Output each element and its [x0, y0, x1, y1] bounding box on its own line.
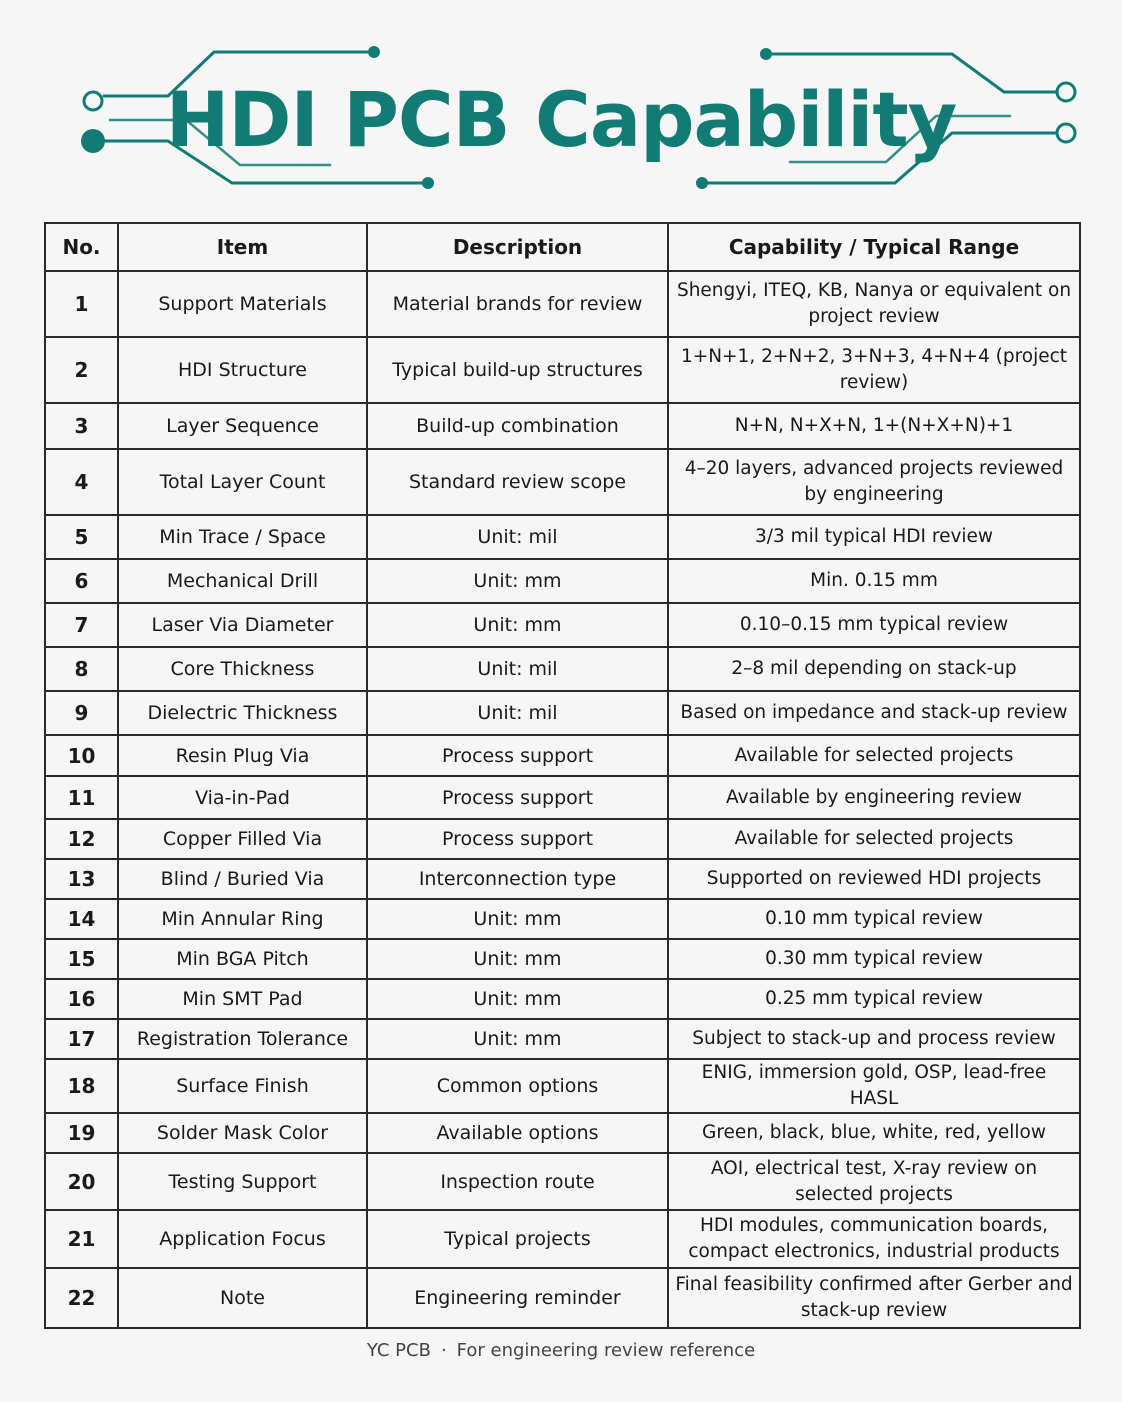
cell-capability: 2–8 mil depending on stack-up: [668, 647, 1080, 691]
table-row: [45, 691, 1080, 735]
cell-no: 14: [45, 899, 118, 939]
cell-no: 8: [45, 647, 118, 691]
cell-item: Dielectric Thickness: [118, 691, 367, 735]
cell-capability: Based on impedance and stack-up review: [668, 691, 1080, 735]
cell-no: 7: [45, 603, 118, 647]
cell-no: 13: [45, 859, 118, 899]
table-row: [45, 559, 1080, 603]
cell-capability: 4–20 layers, advanced projects reviewed by engineering: [668, 449, 1080, 515]
table-header-row: [45, 223, 1080, 271]
cell-capability: Final feasibility confirmed after Gerber and stack-up review: [668, 1268, 1080, 1328]
cell-description: Interconnection type: [367, 859, 668, 899]
cell-item: Support Materials: [118, 271, 367, 337]
cell-description: Unit: mm: [367, 1019, 668, 1059]
cell-item: Blind / Buried Via: [118, 859, 367, 899]
table-row: [45, 776, 1080, 819]
cell-capability: ENIG, immersion gold, OSP, lead-free HASL: [668, 1059, 1080, 1113]
table-row: [45, 899, 1080, 939]
cell-capability: 1+N+1, 2+N+2, 3+N+3, 4+N+4 (project review): [668, 337, 1080, 403]
cell-no: 9: [45, 691, 118, 735]
cell-item: Application Focus: [118, 1210, 367, 1268]
table-row: [45, 979, 1080, 1019]
cell-description: Available options: [367, 1113, 668, 1153]
cell-no: 16: [45, 979, 118, 1019]
cell-capability: Shengyi, ITEQ, KB, Nanya or equivalent on project review: [668, 271, 1080, 337]
cell-no: 18: [45, 1059, 118, 1113]
cell-capability: 3/3 mil typical HDI review: [668, 515, 1080, 559]
cell-capability: 0.10 mm typical review: [668, 899, 1080, 939]
table-row: [45, 859, 1080, 899]
cell-description: Unit: mil: [367, 647, 668, 691]
footer-brand: YC PCB: [366, 1340, 431, 1361]
cell-item: Note: [118, 1268, 367, 1328]
cell-description: Unit: mil: [367, 515, 668, 559]
cell-capability: N+N, N+X+N, 1+(N+X+N)+1: [668, 403, 1080, 449]
cell-description: Unit: mm: [367, 603, 668, 647]
cell-capability: Green, black, blue, white, red, yellow: [668, 1113, 1080, 1153]
cell-no: 15: [45, 939, 118, 979]
cell-description: Engineering reminder: [367, 1268, 668, 1328]
cell-item: Min BGA Pitch: [118, 939, 367, 979]
table-row: [45, 1059, 1080, 1113]
page-title: HDI PCB Capability: [165, 75, 957, 164]
cell-item: Total Layer Count: [118, 449, 367, 515]
cell-capability: AOI, electrical test, X-ray review on selected projects: [668, 1153, 1080, 1210]
table-row: [45, 403, 1080, 449]
column-header-capability: Capability / Typical Range: [668, 223, 1080, 271]
cell-no: 17: [45, 1019, 118, 1059]
cell-no: 12: [45, 819, 118, 859]
cell-description: Standard review scope: [367, 449, 668, 515]
cell-description: Process support: [367, 819, 668, 859]
cell-no: 22: [45, 1268, 118, 1328]
cell-description: Process support: [367, 776, 668, 819]
cell-capability: 0.25 mm typical review: [668, 979, 1080, 1019]
cell-description: Build-up combination: [367, 403, 668, 449]
cell-description: Unit: mm: [367, 559, 668, 603]
cell-item: Registration Tolerance: [118, 1019, 367, 1059]
cell-item: Mechanical Drill: [118, 559, 367, 603]
cell-description: Unit: mil: [367, 691, 668, 735]
table-row: [45, 271, 1080, 337]
cell-description: Unit: mm: [367, 979, 668, 1019]
table-row: [45, 819, 1080, 859]
cell-item: HDI Structure: [118, 337, 367, 403]
cell-description: Material brands for review: [367, 271, 668, 337]
cell-no: 5: [45, 515, 118, 559]
cell-item: Via-in-Pad: [118, 776, 367, 819]
cell-capability: HDI modules, communication boards, compact electronics, industrial products: [668, 1210, 1080, 1268]
cell-description: Typical projects: [367, 1210, 668, 1268]
table-row: [45, 1113, 1080, 1153]
cell-no: 10: [45, 735, 118, 776]
cell-description: Unit: mm: [367, 899, 668, 939]
cell-capability: Available for selected projects: [668, 819, 1080, 859]
table-body: [45, 271, 1080, 1328]
cell-capability: 0.30 mm typical review: [668, 939, 1080, 979]
cell-item: Solder Mask Color: [118, 1113, 367, 1153]
cell-item: Laser Via Diameter: [118, 603, 367, 647]
cell-capability: 0.10–0.15 mm typical review: [668, 603, 1080, 647]
cell-capability: Available by engineering review: [668, 776, 1080, 819]
cell-no: 2: [45, 337, 118, 403]
table-row: [45, 735, 1080, 776]
cell-capability: Available for selected projects: [668, 735, 1080, 776]
cell-capability: Min. 0.15 mm: [668, 559, 1080, 603]
header: [0, 0, 1122, 215]
cell-item: Min Annular Ring: [118, 899, 367, 939]
table-row: [45, 1268, 1080, 1328]
cell-item: Resin Plug Via: [118, 735, 367, 776]
table-row: [45, 449, 1080, 515]
cell-description: Common options: [367, 1059, 668, 1113]
cell-no: 3: [45, 403, 118, 449]
table-row: [45, 1210, 1080, 1268]
cell-description: Unit: mm: [367, 939, 668, 979]
cell-item: Core Thickness: [118, 647, 367, 691]
cell-description: Inspection route: [367, 1153, 668, 1210]
cell-item: Surface Finish: [118, 1059, 367, 1113]
table-row: [45, 939, 1080, 979]
capability-table: [44, 222, 1081, 1329]
cell-item: Min Trace / Space: [118, 515, 367, 559]
column-header-no: No.: [45, 223, 118, 271]
cell-no: 21: [45, 1210, 118, 1268]
cell-item: Testing Support: [118, 1153, 367, 1210]
cell-item: Copper Filled Via: [118, 819, 367, 859]
footer-text: For engineering review reference: [456, 1340, 756, 1361]
table-row: [45, 337, 1080, 403]
table-row: [45, 603, 1080, 647]
table-row: [45, 1153, 1080, 1210]
capability-table-container: [44, 222, 1079, 1329]
cell-item: Layer Sequence: [118, 403, 367, 449]
cell-no: 6: [45, 559, 118, 603]
cell-no: 4: [45, 449, 118, 515]
cell-item: Min SMT Pad: [118, 979, 367, 1019]
column-header-description: Description: [367, 223, 668, 271]
cell-no: 11: [45, 776, 118, 819]
table-row: [45, 515, 1080, 559]
cell-description: Typical build-up structures: [367, 337, 668, 403]
footer: [0, 1340, 1122, 1361]
cell-no: 19: [45, 1113, 118, 1153]
table-row: [45, 1019, 1080, 1059]
cell-description: Process support: [367, 735, 668, 776]
cell-no: 20: [45, 1153, 118, 1210]
cell-capability: Subject to stack-up and process review: [668, 1019, 1080, 1059]
column-header-item: Item: [118, 223, 367, 271]
table-row: [45, 647, 1080, 691]
cell-no: 1: [45, 271, 118, 337]
cell-capability: Supported on reviewed HDI projects: [668, 859, 1080, 899]
footer-separator: ·: [440, 1340, 447, 1361]
